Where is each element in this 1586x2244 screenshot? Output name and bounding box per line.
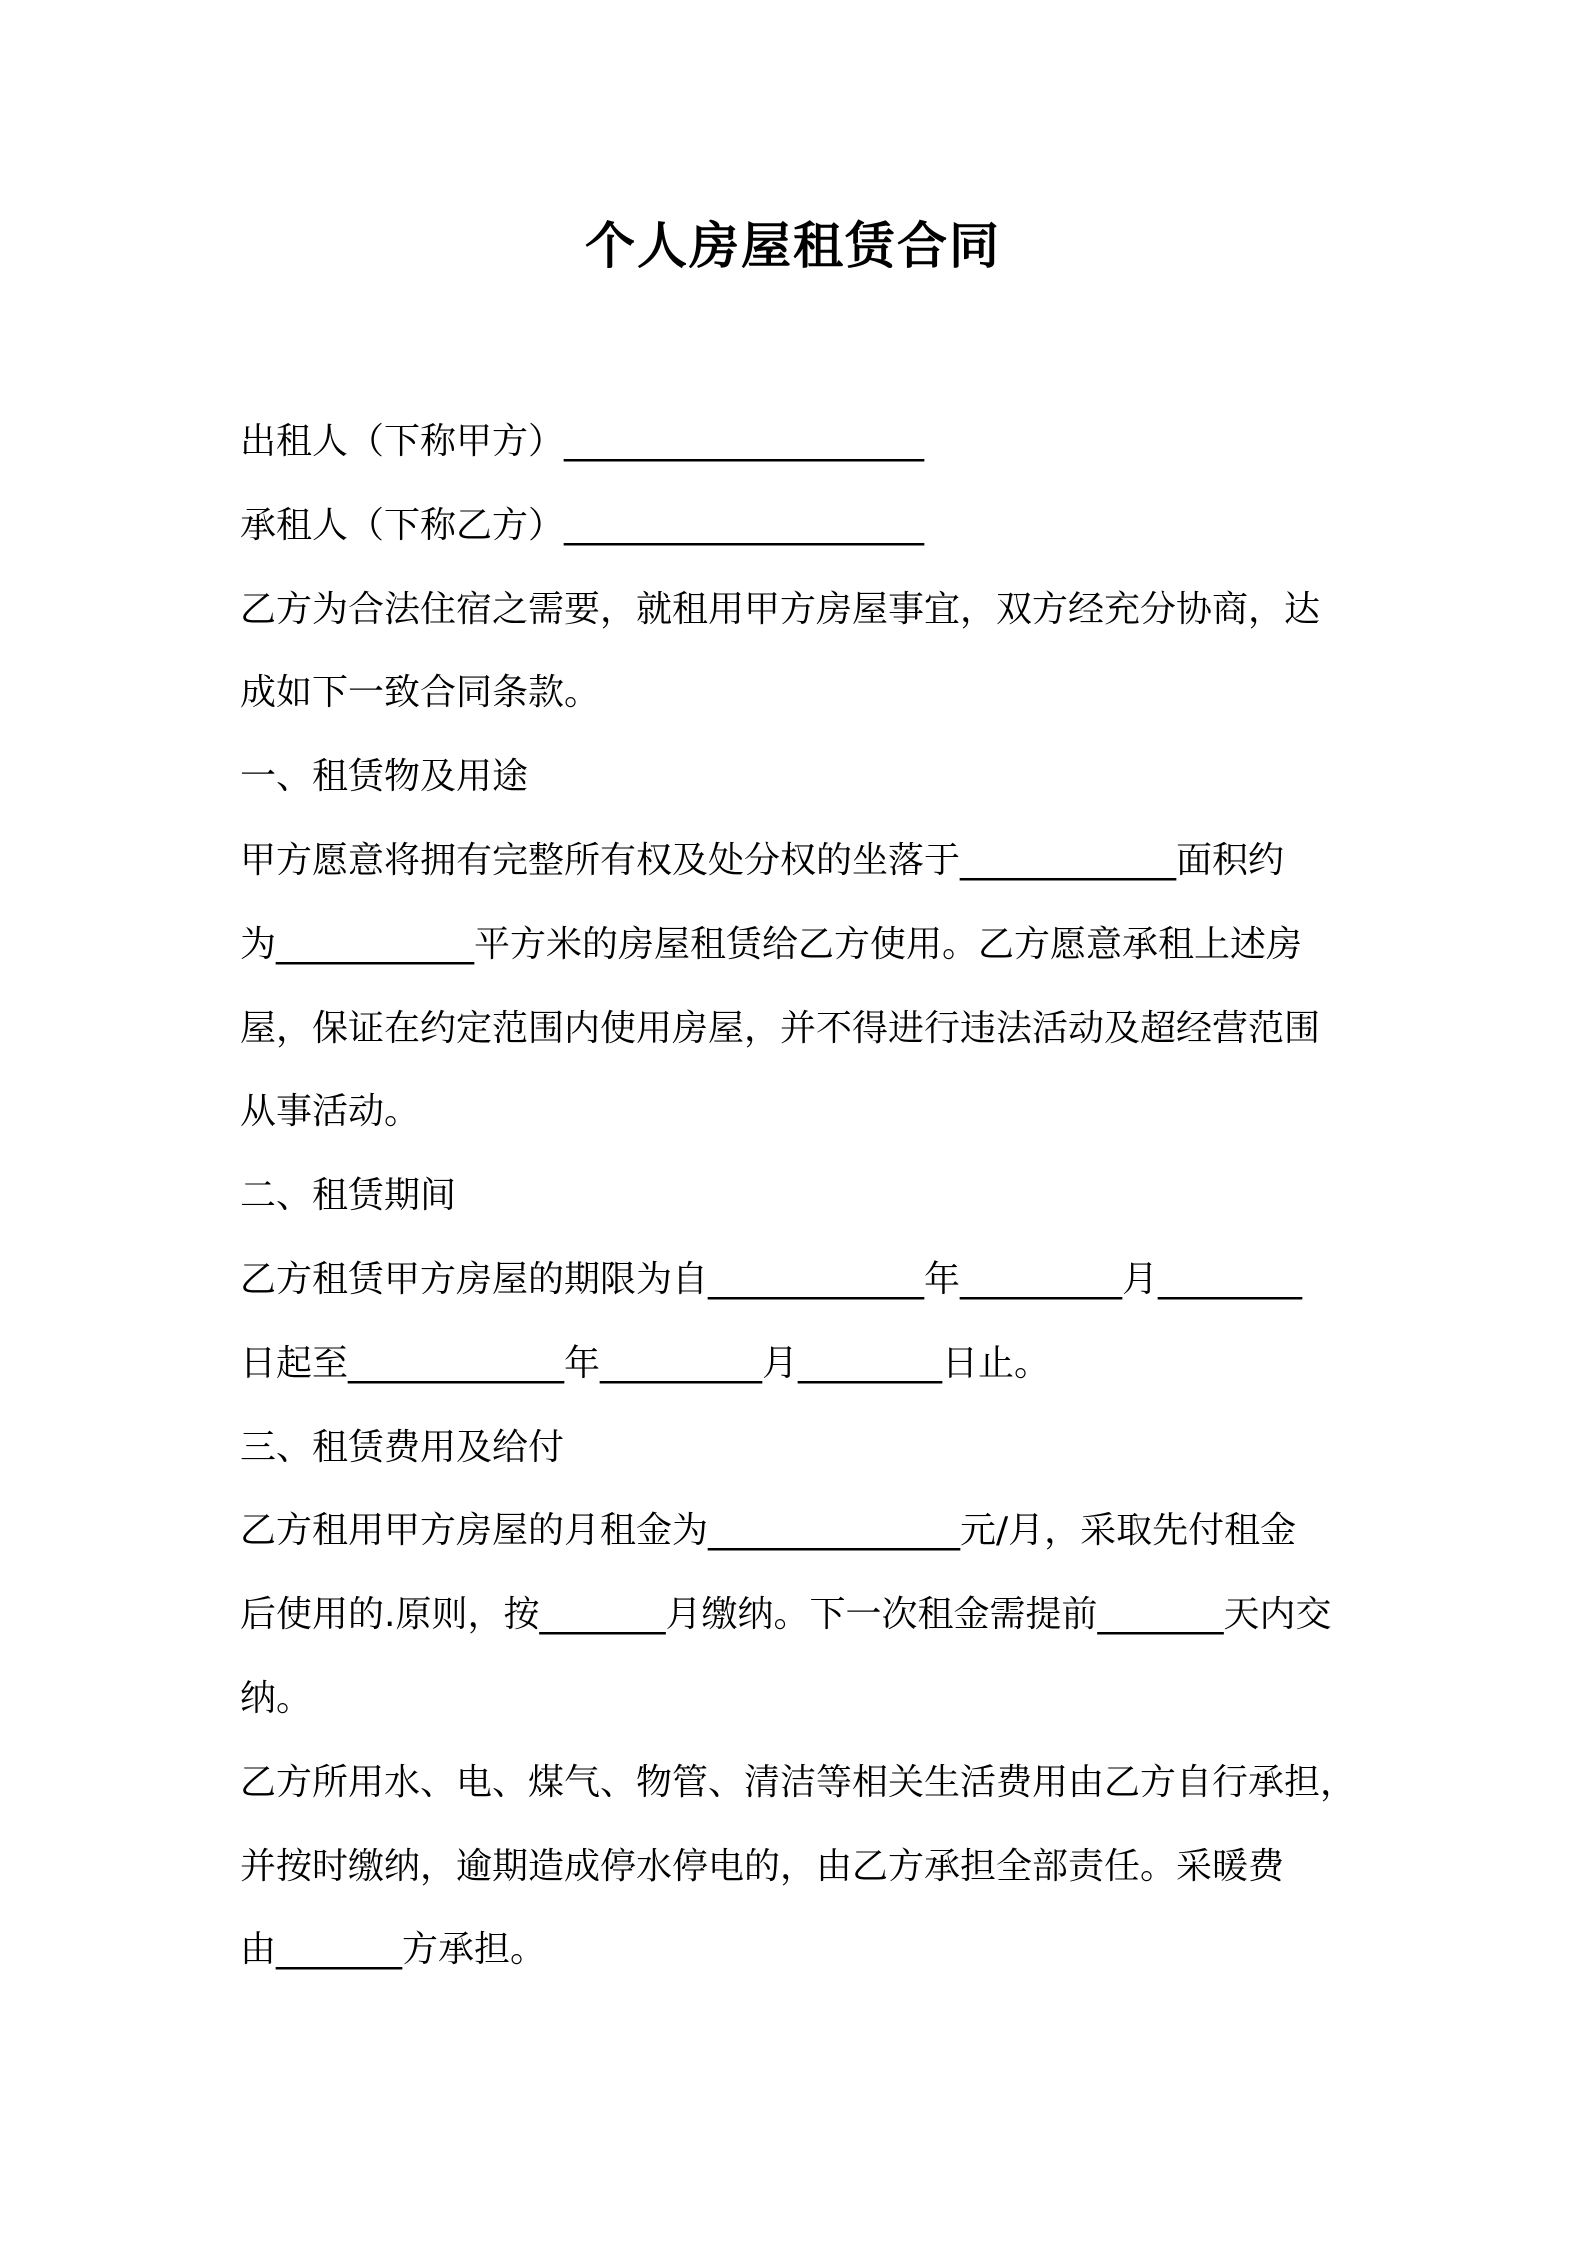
- clause-line: 日起至____________年_________月________日止。: [240, 1342, 1051, 1384]
- section-heading: 三、租赁费用及给付: [240, 1426, 565, 1468]
- clause-line: 乙方租用甲方房屋的月租金为______________元/月，采取先付租金: [240, 1510, 1297, 1552]
- section-heading: 二、租赁期间: [240, 1175, 457, 1217]
- document-body: [240, 400, 1360, 1992]
- clause-line: 乙方所用水、电、煤气、物管、清洁等相关生活费用由乙方自行承担，: [240, 1761, 1357, 1803]
- section-heading: 一、租赁物及用途: [240, 756, 529, 798]
- clause-line: 纳。: [240, 1677, 313, 1719]
- lessor-line: 出租人（下称甲方）____________________: [240, 421, 925, 462]
- clause-line: 并按时缴纳，逾期造成停水停电的，由乙方承担全部责任。采暖费: [240, 1845, 1285, 1887]
- clause-line: 后使用的.原则，按_______月缴纳。下一次租金需提前_______天内交: [240, 1594, 1332, 1636]
- clause-line: 屋，保证在约定范围内使用房屋，并不得进行违法活动及超经营范围: [240, 1007, 1321, 1049]
- clause-line: 从事活动。: [240, 1091, 421, 1133]
- preamble-line: 乙方为合法住宿之需要，就租用甲方房屋事宜，双方经充分协商，达: [240, 588, 1321, 630]
- clause-line: 由_______方承担。: [240, 1929, 547, 1971]
- clause-line: 乙方租赁甲方房屋的期限为自____________年_________月________: [240, 1258, 1303, 1300]
- clause-line: 为___________平方米的房屋租赁给乙方使用。乙方愿意承租上述房: [240, 923, 1303, 965]
- document-title: 个人房屋租赁合同: [585, 217, 1001, 275]
- lessee-line: 承租人（下称乙方）____________________: [240, 504, 925, 546]
- preamble-line: 成如下一致合同条款。: [240, 672, 601, 714]
- clause-line: 甲方愿意将拥有完整所有权及处分权的坐落于____________面积约: [240, 839, 1285, 881]
